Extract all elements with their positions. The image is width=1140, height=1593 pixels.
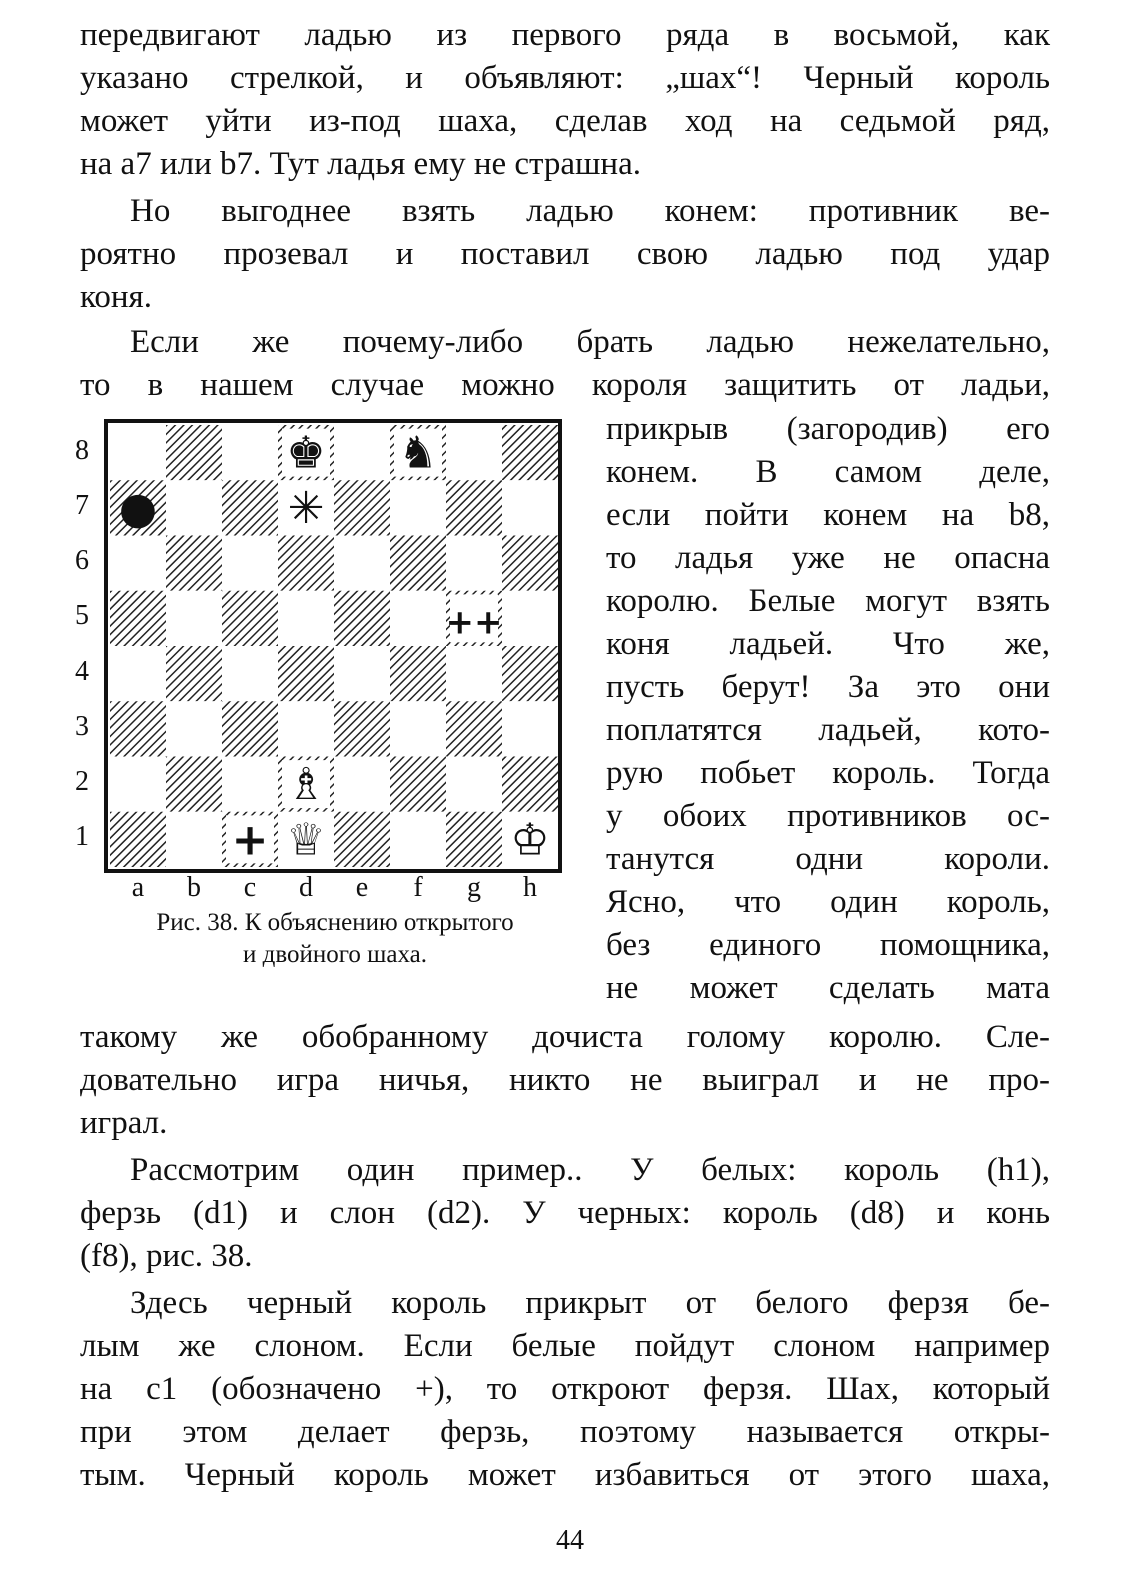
text-line: то в нашем случае можно короля защитить от ладьи, xyxy=(80,367,1050,403)
dark-square xyxy=(390,646,446,701)
light-square xyxy=(110,425,166,480)
file-label: d xyxy=(299,872,313,903)
text-line: Ясно, что один король, xyxy=(606,884,1050,920)
rank-label: 6 xyxy=(75,545,89,577)
page-number: 44 xyxy=(556,1525,584,1556)
text-line: роятно прозевал и поставил свою ладью под удар xyxy=(80,236,1050,272)
double-check-mark-icon: ++ xyxy=(445,602,503,643)
file-label: c xyxy=(243,872,257,903)
light-square xyxy=(334,425,390,480)
light-square xyxy=(334,536,390,591)
light-square xyxy=(166,701,222,756)
text-line: конем. В самом деле, xyxy=(606,454,1050,490)
text-line: лым же слоном. Если белые пойдут слоном например xyxy=(80,1328,1050,1364)
dark-square xyxy=(390,757,446,812)
dark-square xyxy=(222,701,278,756)
light-square xyxy=(110,536,166,591)
light-square xyxy=(390,812,446,867)
chess-board xyxy=(104,419,562,873)
figure-caption: и двойного шаха. xyxy=(243,941,427,968)
rank-label: 7 xyxy=(75,489,89,521)
light-square xyxy=(222,425,278,480)
white-bishop-icon: ♗ xyxy=(286,759,326,811)
dark-square xyxy=(334,812,390,867)
text-line: Здесь черный король прикрыт от белого ферзя бе- xyxy=(130,1285,1050,1321)
text-line: может уйти из-под шаха, сделав ход на седьмой ряд, xyxy=(80,103,1050,139)
text-line: на c1 (обозначено +), то откроют ферзя. Шах, который xyxy=(80,1371,1050,1407)
text-line: то ладья уже не опасна xyxy=(606,540,1050,576)
rank-label: 5 xyxy=(75,600,89,632)
rank-label: 1 xyxy=(75,821,89,853)
text-line: Если же почему-либо брать ладью нежелательно, xyxy=(130,324,1050,360)
white-queen-icon: ♕ xyxy=(286,814,326,866)
dark-square xyxy=(334,591,390,646)
dark-square xyxy=(390,536,446,591)
dark-square xyxy=(278,536,334,591)
light-square xyxy=(278,591,334,646)
check-mark-icon: + xyxy=(231,814,269,866)
text-line: тым. Черный король может избавиться от этого шаха, xyxy=(80,1457,1050,1493)
light-square xyxy=(502,480,558,535)
text-line: такому же обобранному дочиста голому королю. Сле- xyxy=(80,1019,1050,1055)
light-square xyxy=(446,646,502,701)
rank-label: 4 xyxy=(75,655,89,687)
dark-square xyxy=(502,646,558,701)
file-label: e xyxy=(355,872,369,903)
dark-square xyxy=(278,646,334,701)
dark-square xyxy=(166,646,222,701)
text-line: передвигают ладью из первого ряда в восьмой, как xyxy=(80,17,1050,53)
light-square xyxy=(334,646,390,701)
file-label: g xyxy=(467,872,481,903)
text-line: довательно игра ничья, никто не выиграл и не про- xyxy=(80,1062,1050,1098)
light-square xyxy=(166,812,222,867)
text-line: указано стрелкой, и объявляют: „шах“! Черный король xyxy=(80,60,1050,96)
light-square xyxy=(222,646,278,701)
dark-square xyxy=(166,425,222,480)
text-line: без единого помощника, xyxy=(606,927,1050,963)
dark-square xyxy=(446,480,502,535)
rank-label: 2 xyxy=(75,766,89,798)
dark-square xyxy=(446,701,502,756)
light-square xyxy=(222,757,278,812)
text-line: Но выгоднее взять ладью конем: противник ве- xyxy=(130,193,1050,229)
text-line: (f8), рис. 38. xyxy=(80,1238,253,1274)
file-label: a xyxy=(131,872,145,903)
light-square xyxy=(502,701,558,756)
dark-square xyxy=(110,591,166,646)
text-line: Рассмотрим один пример.. У белых: король (h1), xyxy=(130,1152,1050,1188)
text-line: рую побьет король. Тогда xyxy=(606,755,1050,791)
light-square xyxy=(166,591,222,646)
rank-label: 3 xyxy=(75,710,89,742)
text-line: на а7 или b7. Тут ладья ему не страшна. xyxy=(80,146,641,182)
black-dot-icon: ● xyxy=(118,482,158,534)
file-label: f xyxy=(413,872,423,903)
white-king-icon: ♔ xyxy=(510,814,550,866)
light-square xyxy=(446,425,502,480)
dark-square xyxy=(110,701,166,756)
dark-square xyxy=(222,591,278,646)
light-square xyxy=(390,591,446,646)
text-line: у обоих противников ос- xyxy=(606,798,1050,834)
dark-square xyxy=(166,757,222,812)
text-line: ферзь (d1) и слон (d2). У черных: король (d8) и конь xyxy=(80,1195,1050,1231)
dark-square xyxy=(334,701,390,756)
light-square xyxy=(502,591,558,646)
light-square xyxy=(278,701,334,756)
light-square xyxy=(222,536,278,591)
dark-square xyxy=(502,425,558,480)
dark-square xyxy=(110,812,166,867)
dark-square xyxy=(502,757,558,812)
file-label: b xyxy=(187,872,201,903)
text-line: поплатятся ладьей, кото- xyxy=(606,712,1050,748)
text-line: если пойти конем на b8, xyxy=(606,497,1050,533)
text-line: коня ладьей. Что же, xyxy=(606,626,1050,662)
text-line: королю. Белые могут взять xyxy=(606,583,1050,619)
light-square xyxy=(390,480,446,535)
dark-square xyxy=(502,536,558,591)
text-line: не может сделать мата xyxy=(606,970,1050,1006)
dark-square xyxy=(166,536,222,591)
rank-label: 8 xyxy=(75,434,89,466)
light-square xyxy=(166,480,222,535)
dark-square xyxy=(222,480,278,535)
text-line: коня. xyxy=(80,279,152,315)
light-square xyxy=(110,646,166,701)
figure-caption: Рис. 38. К объяснению открытого xyxy=(156,909,514,936)
black-knight-icon: ♞ xyxy=(398,427,438,479)
dark-square xyxy=(446,812,502,867)
light-square xyxy=(110,757,166,812)
light-square xyxy=(446,757,502,812)
dark-square xyxy=(334,480,390,535)
text-line: при этом делает ферзь, поэтому называется откры- xyxy=(80,1414,1050,1450)
text-line: танутся одни короли. xyxy=(606,841,1050,877)
light-square xyxy=(334,757,390,812)
light-square xyxy=(446,536,502,591)
black-king-icon: ♚ xyxy=(286,427,326,479)
light-square xyxy=(390,701,446,756)
text-line: играл. xyxy=(80,1105,168,1141)
text-line: пусть берут! За это они xyxy=(606,669,1050,705)
file-label: h xyxy=(523,872,537,903)
text-line: прикрыв (загородив) его xyxy=(606,411,1050,447)
asterisk-mark-icon: ✳ xyxy=(287,482,325,534)
